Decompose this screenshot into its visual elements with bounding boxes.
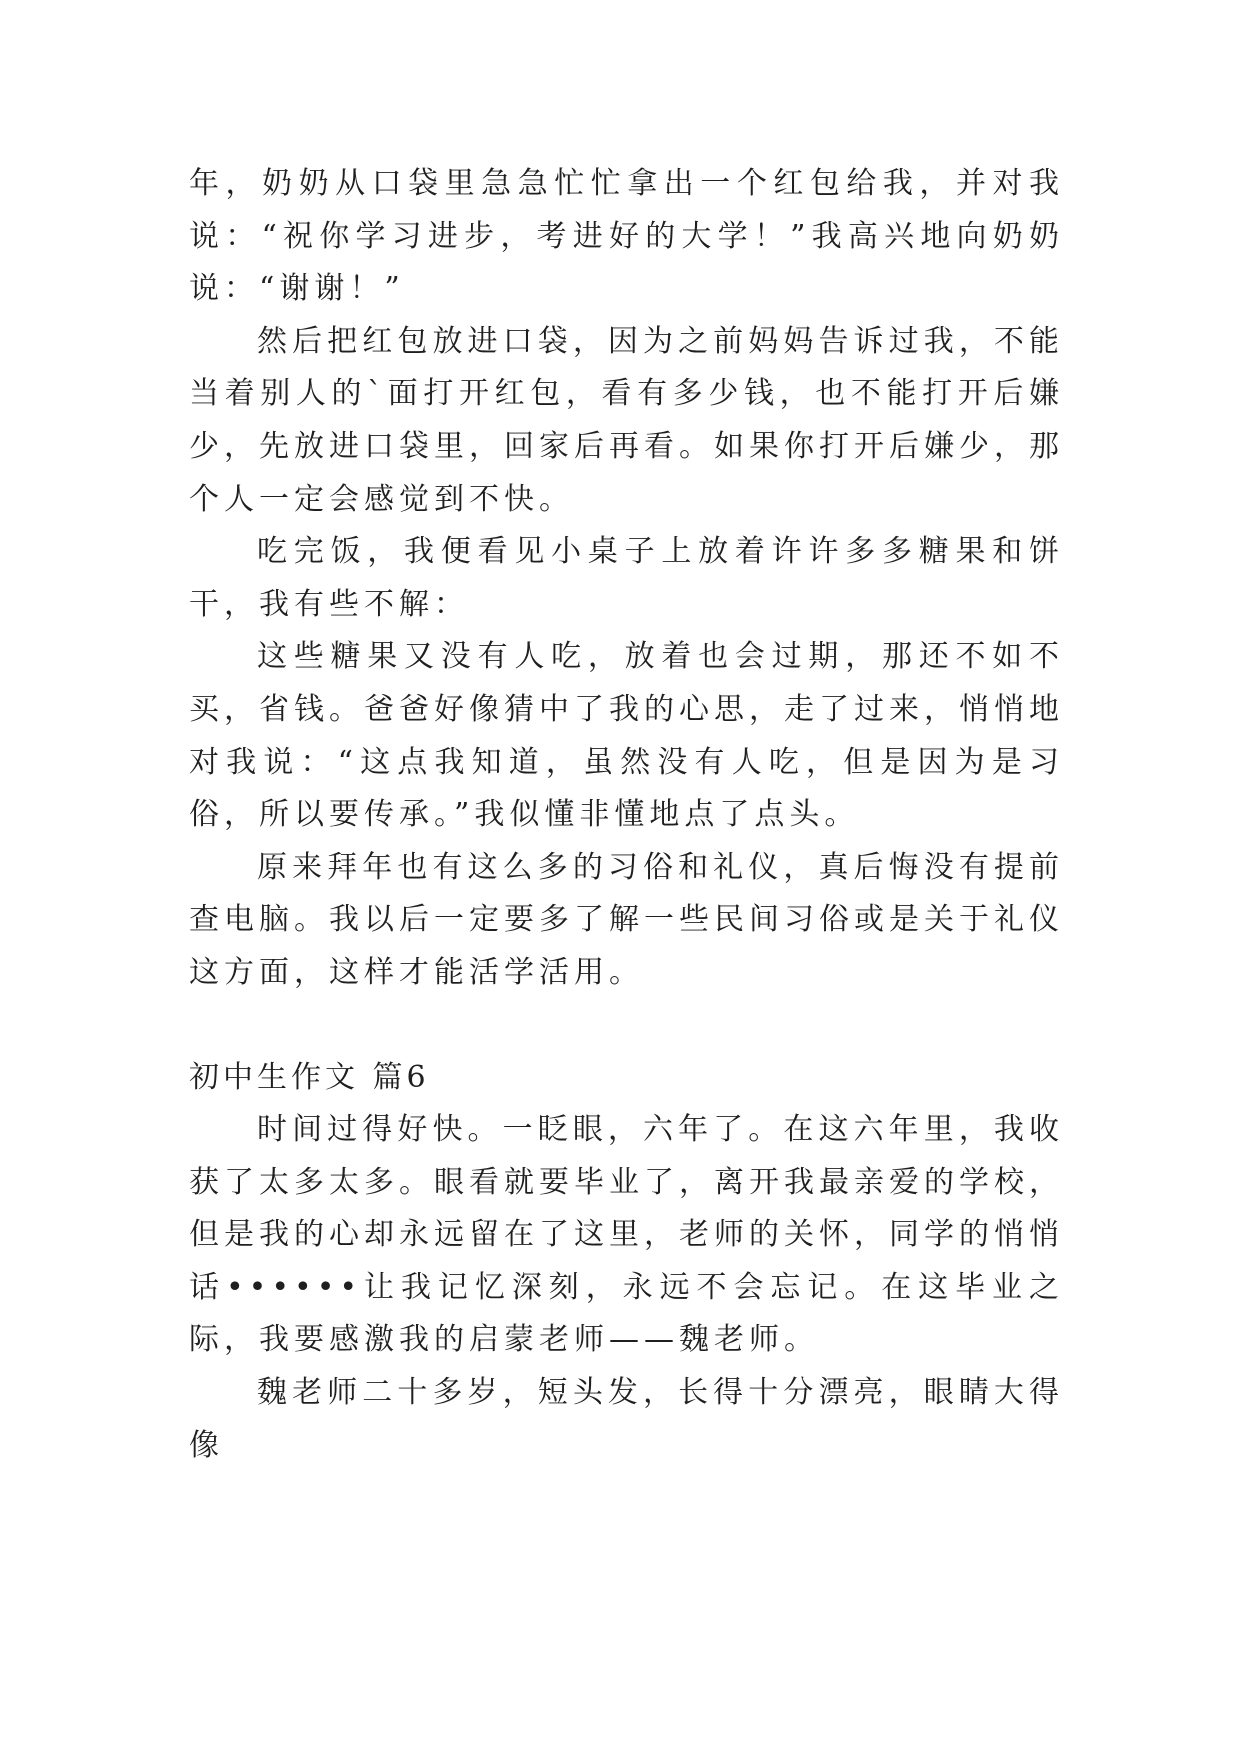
- paragraph-red-envelope: 然后把红包放进口袋，因为之前妈妈告诉过我，不能当着别人的`面打开红包，看有多少钱，也不能打开后嫌少，先放进口袋里，回家后再看。如果你打开后嫌少，那个人一定会感觉到不快。: [189, 323, 1064, 517]
- paragraph-conclusion: 原来拜年也有这么多的习俗和礼仪，真后悔没有提前查电脑。我以后一定要多了解一些民间习俗或是关于礼仪这方面，这样才能活学活用。: [189, 849, 1064, 990]
- paragraph-continuation: 年，奶奶从口袋里急急忙忙拿出一个红包给我，并对我说：“祝你学习进步，考进好的大学！”我高兴地向奶奶说：“谢谢！”: [189, 166, 1064, 307]
- paragraph-candies: 这些糖果又没有人吃，放着也会过期，那还不如不买，省钱。爸爸好像猜中了我的心思，走了过来，悄悄地对我说：“这点我知道，虽然没有人吃，但是因为是习俗，所以要传承。”我似懂非懂地点了点头。: [189, 639, 1064, 833]
- section-heading: 初中生作文 篇6: [189, 1059, 430, 1095]
- document-body: [189, 158, 1064, 1472]
- paragraph-teacher-description: 魏老师二十多岁，短头发，长得十分漂亮，眼睛大得像: [189, 1375, 1064, 1463]
- paragraph-graduation: 时间过得好快。一眨眼，六年了。在这六年里，我收获了太多太多。眼看就要毕业了，离开我最亲爱的学校，但是我的心却永远留在了这里，老师的关怀，同学的悄悄话••••••让我记忆深刻，永远不会忘记。在这毕业之际，我要感激我的启蒙老师——魏老师。: [189, 1112, 1064, 1358]
- paragraph-after-meal: 吃完饭，我便看见小桌子上放着许许多多糖果和饼干，我有些不解：: [189, 534, 1064, 622]
